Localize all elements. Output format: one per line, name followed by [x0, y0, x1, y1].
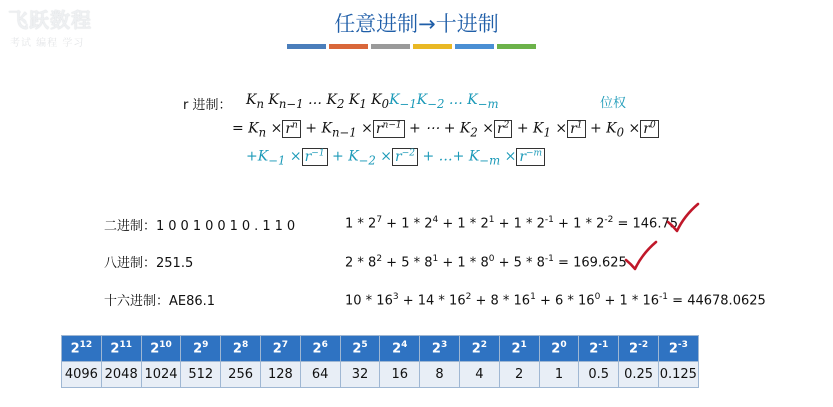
power-header-cell: $2^7$ — [260, 336, 300, 362]
table-header-row — [62, 336, 699, 362]
power-header-cell: $2^{-1}$ — [579, 336, 619, 362]
logo-watermark: 飞跃数程 — [8, 8, 92, 32]
power-value-cell: 32 — [340, 362, 380, 388]
power-header-cell: $2^{11}$ — [101, 336, 141, 362]
binary-example — [104, 215, 299, 234]
binary-value: 10010010.110 — [156, 219, 300, 234]
power-header-cell: $2^{12}$ — [62, 336, 102, 362]
power-value-cell: 8 — [420, 362, 460, 388]
octal-example — [104, 252, 193, 271]
weight-label: 位权 — [600, 96, 627, 111]
page-title: 任意进制→十进制 — [334, 12, 499, 36]
hex-label: 十六进制： — [104, 294, 170, 309]
accent-bar — [371, 44, 410, 49]
power-value-cell: 1 — [539, 362, 579, 388]
accent-bar — [413, 44, 452, 49]
power-header-cell: $2^{10}$ — [141, 336, 181, 362]
power-header-cell: $2^1$ — [499, 336, 539, 362]
power-value-cell: 4096 — [62, 362, 102, 388]
power-header-cell: $2^{-2}$ — [619, 336, 659, 362]
power-header-cell: $2^2$ — [459, 336, 499, 362]
power-value-cell: 128 — [260, 362, 300, 388]
octal-value: 251.5 — [156, 256, 194, 271]
power-value-cell: 4 — [459, 362, 499, 388]
power-value-cell: 1024 — [141, 362, 181, 388]
power-value-cell: 0.25 — [619, 362, 659, 388]
formula-expansion-positive: = $K_n \times r^n + K_{n-1} \times r^{n-1}$ + ⋯ + $K_2 \times r^2 + K_1 \times r^1 + K_0 \times r^0$ — [232, 120, 659, 139]
power-header-cell: $2^8$ — [221, 336, 261, 362]
accent-bar — [287, 44, 326, 49]
check-mark-icon — [664, 200, 704, 236]
formula-label: r 进制： — [183, 98, 232, 113]
accent-bar — [329, 44, 368, 49]
power-value-cell: 512 — [181, 362, 221, 388]
power-value-cell: 16 — [380, 362, 420, 388]
table-value-row — [62, 362, 699, 388]
binary-calculation: $1 * 2^7 + 1 * 2^4 + 1 * 2^1 + 1 * 2^{-1} + 1 * 2^{-2} = 146.75$ — [345, 215, 679, 232]
power-value-cell: 256 — [221, 362, 261, 388]
power-value-cell: 2 — [499, 362, 539, 388]
power-header-cell: $2^3$ — [420, 336, 460, 362]
power-header-cell: $2^6$ — [300, 336, 340, 362]
check-mark-icon — [622, 238, 662, 274]
accent-bar — [497, 44, 536, 49]
power-header-cell: $2^5$ — [340, 336, 380, 362]
power-header-cell: $2^9$ — [181, 336, 221, 362]
power-header-cell: $2^0$ — [539, 336, 579, 362]
power-value-cell: 2048 — [101, 362, 141, 388]
power-value-cell: 0.125 — [658, 362, 698, 388]
power-header-cell: $2^{-3}$ — [658, 336, 698, 362]
hex-example — [104, 290, 215, 309]
formula-digits: $K_n$ $K_{n-1}$ … $K_2$ $K_1$ $K_0K_{-1}K_{-2}$ … $K_{-m}$ — [246, 92, 499, 111]
logo-subtitle: 考试 编程 学习 — [10, 38, 85, 49]
binary-label: 二进制： — [104, 219, 157, 234]
octal-label: 八进制： — [104, 256, 157, 271]
accent-bars — [287, 44, 536, 49]
power-value-cell: 64 — [300, 362, 340, 388]
power-of-two-table — [61, 335, 699, 388]
accent-bar — [455, 44, 494, 49]
hex-value: AE86.1 — [169, 294, 216, 309]
power-header-cell: $2^4$ — [380, 336, 420, 362]
power-value-cell: 0.5 — [579, 362, 619, 388]
octal-calculation: $2 * 8^2 + 5 * 8^1 + 1 * 8^0 + 5 * 8^{-1} = 169.625$ — [345, 254, 627, 271]
hex-calculation: $10 * 16^3 + 14 * 16^2 + 8 * 16^1 + 6 * 16^0 + 1 * 16^{-1} = 44678.0625$ — [345, 292, 766, 309]
formula-expansion-negative: $+K_{-1} \times r^{-1} + K_{-2} \times r^{-2}$ + …+ $K_{-m} \times r^{-m}$ — [246, 148, 545, 167]
